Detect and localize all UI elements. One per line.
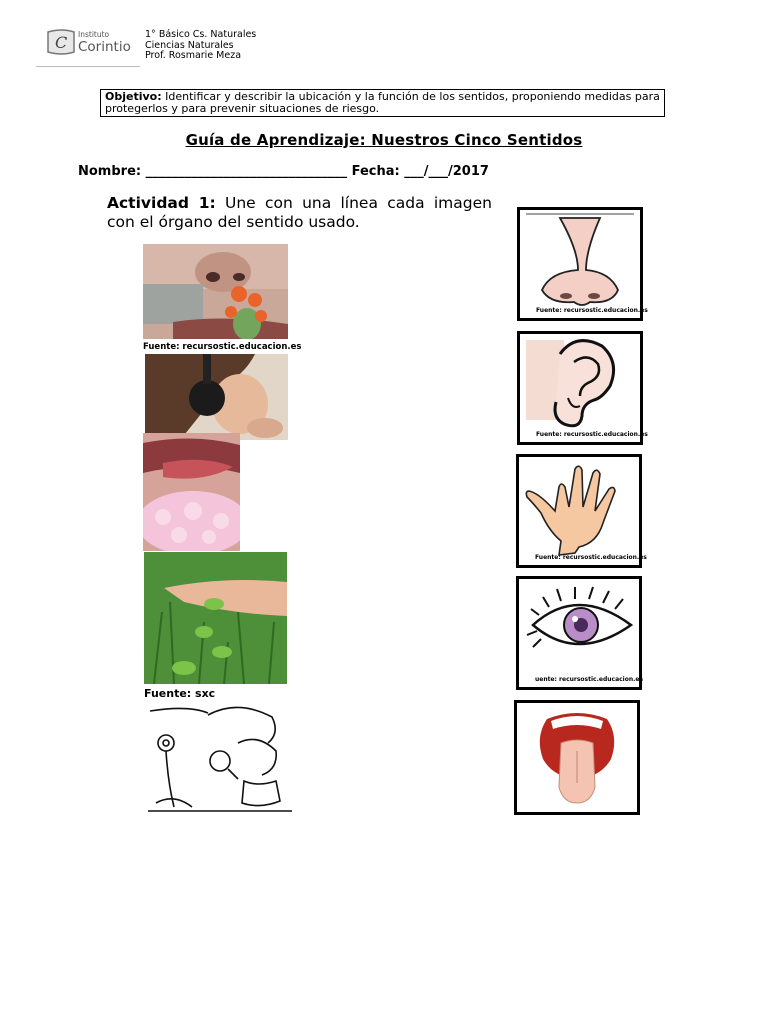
institute-logo [44, 26, 138, 58]
nose-card-caption: Fuente: recursostic.educacion.es [536, 307, 648, 314]
ear-card [517, 331, 648, 445]
nose-card [517, 207, 648, 321]
header-grade: 1° Básico Cs. Naturales [145, 29, 257, 40]
ear-icon [520, 334, 640, 442]
header-info [145, 30, 256, 62]
objective-text: Identificar y describir la ubicación y la función de los sentidos, proponiendo medidas para protegerlos y para prevenir situaciones de riesgo. [105, 90, 660, 115]
hearing-photo [145, 354, 288, 440]
tongue-card [514, 700, 640, 815]
logo-small-text: Instituto [78, 30, 110, 39]
svg-text:C: C [55, 33, 68, 52]
touch-photo [144, 552, 287, 684]
smell-photo-caption: Fuente: recursostic.educacion.es [143, 342, 302, 352]
header-divider [36, 66, 140, 67]
smell-photo [143, 244, 288, 342]
eye-card [516, 576, 642, 690]
touch-photo-caption: Fuente: sxc [144, 687, 216, 700]
hand-card-caption: Fuente: recursostic.educacion.es [535, 554, 647, 561]
taste-photo [143, 433, 240, 551]
sight-drawing [148, 703, 292, 815]
nose-icon [520, 210, 640, 318]
name-date-line: Nombre: _______________________________ Fecha: ___/___/2017 [78, 164, 489, 179]
objective-box [100, 89, 665, 117]
eye-card-caption: uente: recursostic.educacion.es [535, 676, 644, 683]
hand-card [516, 454, 647, 568]
ear-card-caption: Fuente: recursostic.educacion.es [536, 431, 648, 438]
hand-icon [519, 457, 639, 565]
tongue-icon [517, 703, 637, 812]
objective-label: Objetivo: [105, 90, 162, 103]
eye-icon [519, 579, 639, 687]
logo-big-text: Corintio [78, 39, 131, 55]
activity-label: Actividad 1: [107, 194, 216, 212]
page-title: Guía de Aprendizaje: Nuestros Cinco Sentidos [185, 131, 583, 149]
activity-text: Une con una línea cada imagen con el órgano del sentido usado. [107, 194, 492, 231]
header-teacher: Prof. Rosmarie Meza [145, 50, 242, 61]
activity-instruction [107, 194, 492, 232]
institute-logo-icon [44, 26, 138, 58]
header-subject: Ciencias Naturales [145, 39, 234, 51]
